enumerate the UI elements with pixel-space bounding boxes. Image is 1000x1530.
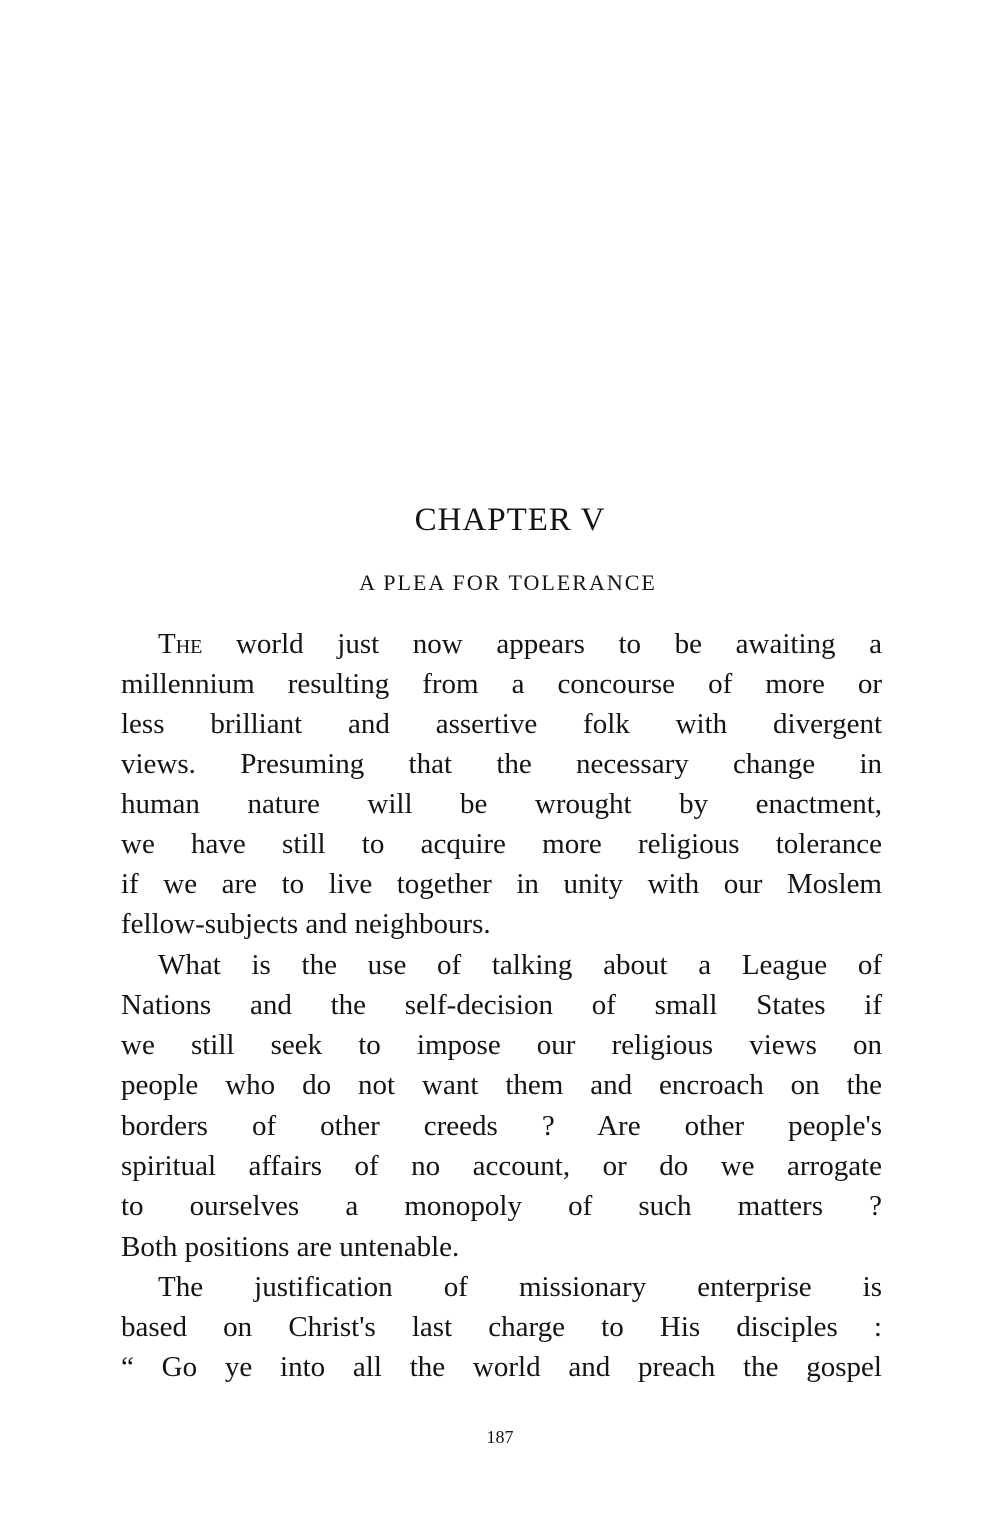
text-line: we have still to acquire more religious tolerance	[121, 828, 882, 860]
text-line: The justification of missionary enterprise is	[158, 1271, 882, 1303]
chapter-title: A PLEA FOR TOLERANCE	[359, 570, 657, 595]
line-text: world just now appears to be awaiting a	[202, 628, 882, 660]
text-line: if we are to live together in unity with our Moslem	[121, 868, 882, 900]
text-line: spiritual affairs of no account, or do we arrogate	[121, 1150, 882, 1182]
text-line: people who do not want them and encroach on the	[121, 1069, 882, 1101]
text-line: borders of other creeds ? Are other people's	[121, 1110, 882, 1142]
text-line: Nations and the self-decision of small States if	[121, 989, 882, 1021]
text-line: we still seek to impose our religious views on	[121, 1029, 882, 1061]
lead-word: The	[158, 628, 203, 660]
chapter-heading: CHAPTER V	[414, 502, 606, 538]
text-line: What is the use of talking about a League of	[158, 949, 882, 981]
text-line: based on Christ's last charge to His disciples :	[121, 1311, 882, 1343]
text-line: views. Presuming that the necessary change in	[121, 748, 882, 780]
text-line: human nature will be wrought by enactment,	[121, 788, 882, 820]
page-number: 187	[486, 1427, 514, 1447]
text-line: Both positions are untenable.	[121, 1231, 460, 1263]
text-line: less brilliant and assertive folk with divergent	[121, 708, 882, 740]
text-line: “ Go ye into all the world and preach the gospel	[121, 1351, 882, 1383]
text-line: to ourselves a monopoly of such matters ?	[121, 1190, 882, 1222]
text-line	[158, 624, 882, 664]
text-line: fellow-subjects and neighbours.	[121, 908, 491, 940]
text-line: millennium resulting from a concourse of more or	[121, 668, 882, 700]
